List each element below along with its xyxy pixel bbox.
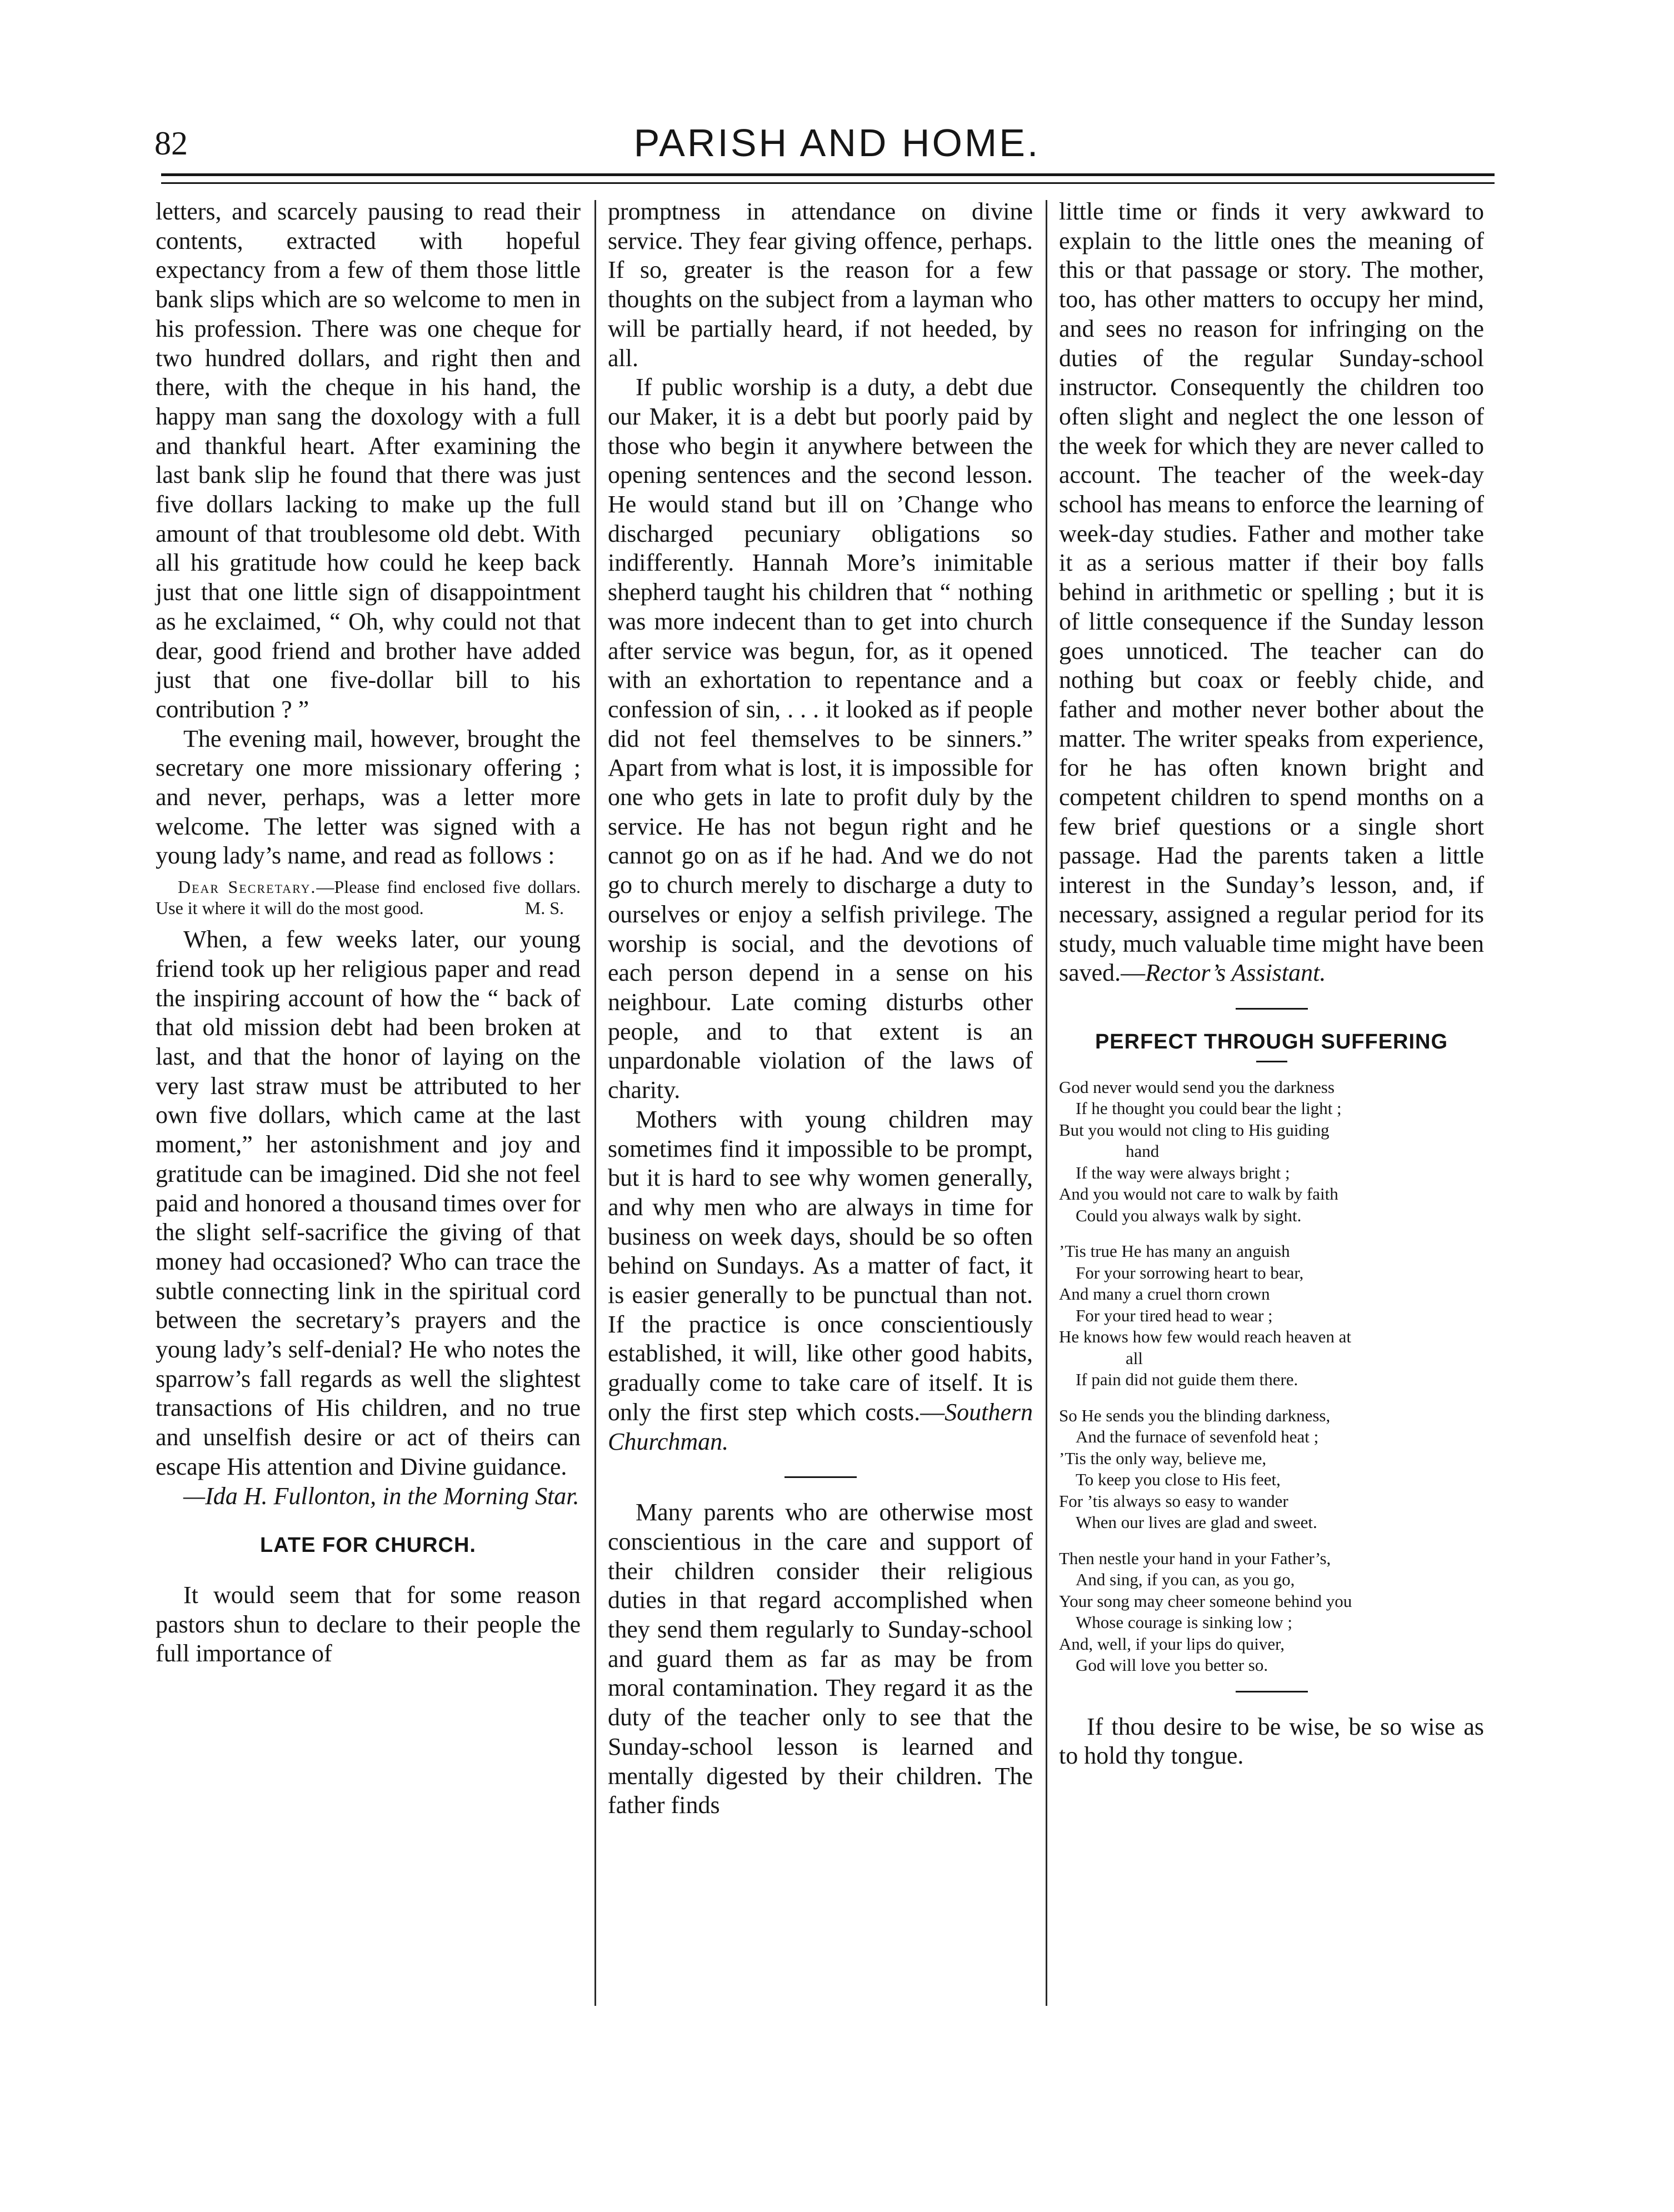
letter-note bbox=[156, 876, 581, 918]
article-paragraph-text: Mothers with young children may sometimes find it impossible to be prompt, but it is hard to see why women generally, and why men who are always in time for business on week days, should be so often behind on Sundays. As a matter of fact, it is easier generally to be punctual than not. If the practice is once conscientiously established, it will, like other good habits, gradually come to take care of itself. It is only the first step which costs.— bbox=[608, 1105, 1033, 1426]
poem-stanza bbox=[1059, 1405, 1484, 1534]
poem-line: God never would send you the darkness bbox=[1059, 1077, 1335, 1097]
poem-line: For your sorrowing heart to bear, bbox=[1076, 1262, 1304, 1282]
poem-stanza bbox=[1059, 1241, 1484, 1391]
poem-line: all bbox=[1126, 1348, 1143, 1368]
letter-body: —Please find enclosed five dollars. Use it where it will do the most good. bbox=[156, 877, 581, 918]
article-attribution: Rector’s Assistant. bbox=[1145, 959, 1326, 987]
poem-line: And you would not care to walk by faith bbox=[1059, 1184, 1338, 1204]
poem-line: But you would not cling to His guiding bbox=[1059, 1120, 1330, 1140]
article-paragraph: When, a few weeks later, our young friend took up her religious paper and read the inspiring account of how the “ back of that old mission debt had been broken at last, and that the honor of laying on the very last straw must be attributed to her own five dollars, which came at the last moment,” her astonishment and joy and gratitude can be imagined. Did she not feel paid and honored a thousand times over for the slight self-sacrifice the giving of that money had occasioned? Who can trace the subtle connecting link in the spiritual cord between the secretary’s prayers and the young lady’s self-denial? He who notes the sparrow’s fall regards as well the slightest transactions of His children, and no true and unselfish desire or act of theirs can escape His attention and Divine guidance. bbox=[156, 926, 581, 1480]
poem-line: If the way were always bright ; bbox=[1076, 1162, 1290, 1182]
header-rule-bottom bbox=[161, 182, 1495, 184]
poem-line: For ’tis always so easy to wander bbox=[1059, 1491, 1288, 1511]
letter-salutation: Dear Secretary. bbox=[178, 877, 317, 897]
poem-line: hand bbox=[1126, 1141, 1160, 1161]
poem-line: Whose courage is sinking low ; bbox=[1076, 1612, 1293, 1632]
article-attribution: —Ida H. Fullonton, in the Morning Star. bbox=[183, 1482, 579, 1510]
poem-line: Your song may cheer someone behind you bbox=[1059, 1591, 1352, 1611]
poem-stanza bbox=[1059, 1548, 1484, 1676]
column-1 bbox=[156, 197, 581, 1669]
poem-line: Could you always walk by sight. bbox=[1076, 1205, 1302, 1225]
poem bbox=[1059, 1077, 1484, 1676]
poem-line: And the furnace of sevenfold heat ; bbox=[1076, 1427, 1319, 1447]
page-title: PARISH AND HOME. bbox=[633, 121, 1041, 164]
section-heading-late-for-church: LATE FOR CHURCH. bbox=[260, 1534, 476, 1557]
poem-line: He knows how few would reach heaven at bbox=[1059, 1327, 1351, 1347]
poem-line: ’Tis true He has many an anguish bbox=[1059, 1241, 1290, 1261]
poem-line: And, well, if your lips do quiver, bbox=[1059, 1634, 1285, 1654]
article-paragraph bbox=[1059, 197, 1484, 988]
poem-line: And sing, if you can, as you go, bbox=[1076, 1570, 1295, 1590]
letter-signature: M. S. bbox=[524, 898, 564, 918]
article-paragraph: It would seem that for some reason pastors shun to declare to their people the full importance of bbox=[156, 1581, 581, 1667]
poem-stanza bbox=[1059, 1077, 1484, 1227]
poem-line: For your tired head to wear ; bbox=[1076, 1305, 1273, 1325]
poem-line: If pain did not guide them there. bbox=[1076, 1370, 1298, 1390]
poem-title-rule bbox=[1256, 1061, 1287, 1062]
closing-proverb: If thou desire to be wise, be so wise as to hold thy tongue. bbox=[1059, 1712, 1484, 1770]
poem-line: If he thought you could bear the light ; bbox=[1076, 1098, 1342, 1119]
column-3 bbox=[1059, 197, 1484, 1771]
section-separator bbox=[784, 1476, 857, 1478]
poem-line: When our lives are glad and sweet. bbox=[1076, 1512, 1317, 1532]
section-separator bbox=[1236, 1008, 1308, 1010]
article-paragraph: promptness in attendance on divine service. They fear giving offence, perhaps. If so, greater is the reason for a few thoughts on the subject from a layman who will be partially heard, if not heeded, by all. bbox=[608, 198, 1033, 372]
article-paragraph: If public worship is a duty, a debt due our Maker, it is a debt but poorly paid by those who begin it anywhere between the opening sentences and the second lesson. He would stand but ill on ’Change who discharged pecuniary obligations so indifferently. Hannah More’s inimitable shepherd taught his children that “ nothing was more indecent than to get into church after service was begun, for, as it opened with an exhortation to repentance and a confession of sin, . . . it looked as if people did not feel themselves to be sinners.” Apart from what is lost, it is impossible for one who gets in late to profit duly by the service. He has not begun right and he cannot go on as if he had. And we do not go to church merely to discharge a duty to ourselves or enjoy a selfish privilege. The worship is social, and the devotions of each person depend in a sense on his neighbour. Late coming disturbs other people, and to that extent is an unpardonable violation of the laws of charity. bbox=[608, 373, 1033, 1104]
poem-line: ’Tis the only way, believe me, bbox=[1059, 1448, 1267, 1468]
article-paragraph: Many parents who are otherwise most conscientious in the care and support of their children consider their religious duties in that regard accomplished when they send them regularly to Sunday-school and guard them as far as may be from moral contamination. They regard it as the duty of the teacher only to see that the Sunday-school lesson is learned and mentally digested by their children. The father finds bbox=[608, 1499, 1033, 1819]
article-attribution: Southern Churchman. bbox=[608, 1398, 1033, 1455]
article-paragraph-text: little time or finds it very awkward to explain to the little ones the meaning of this or that passage or story. The mother, too, has other matters to occupy her mind, and sees no reason for infringing on the duties of the regular Sunday-school instructor. Consequently the children too often slight and neglect the one lesson of the week for which they are never called to account. The teacher of the week-day school has means to enforce the learning of week-day studies. Father and mother take it as a serious matter if their boy falls behind in arithmetic or spelling ; but it is of little consequence if the Sunday lesson goes unnoticed. The teacher can do nothing but coax or feebly chide, and father and mother never bother about the matter. The writer speaks from experience, for he has often known bright and competent children to spend months on a few brief questions or a single short passage. Had the parents taken a little interest in the Sunday’s lesson, and, if necessary, assigned a regular period for its study, much valuable time might have been saved.— bbox=[1059, 198, 1484, 987]
column-divider-1 bbox=[594, 200, 596, 2006]
page-number: 82 bbox=[154, 125, 188, 162]
article-paragraph: letters, and scarcely pausing to read their contents, extracted with hopeful expectancy from a few of them those little bank slips which are so welcome to men in his profession. There was one cheque for two hundred dollars, and right then and there, with the cheque in his hand, the happy man sang the doxology with a full and thankful heart. After examining the last bank slip he found that there was just five dollars lacking to make up the full amount of that troublesome old debt. With all his gratitude how could he keep back just that one little sign of disappointment as he exclaimed, “ Oh, why could not that dear, good friend and brother have added just that one five-dollar bill to his contribution ? ” bbox=[156, 198, 581, 723]
poem-line: And many a cruel thorn crown bbox=[1059, 1284, 1270, 1304]
poem-title: PERFECT THROUGH SUFFERING bbox=[1095, 1030, 1448, 1053]
article-paragraph bbox=[608, 1105, 1033, 1456]
column-2 bbox=[608, 197, 1033, 1820]
section-separator bbox=[1236, 1691, 1308, 1692]
poem-line: God will love you better so. bbox=[1076, 1655, 1268, 1675]
article-paragraph: The evening mail, however, brought the secretary one more missionary offering ; and never, perhaps, was a letter more welcome. The letter was signed with a young lady’s name, and read as follows : bbox=[156, 725, 581, 870]
column-divider-2 bbox=[1046, 200, 1047, 2006]
poem-line: To keep you close to His feet, bbox=[1076, 1470, 1281, 1490]
header-rule-top bbox=[161, 173, 1495, 176]
poem-line: Then nestle your hand in your Father’s, bbox=[1059, 1548, 1331, 1568]
poem-line: So He sends you the blinding darkness, bbox=[1059, 1405, 1331, 1425]
